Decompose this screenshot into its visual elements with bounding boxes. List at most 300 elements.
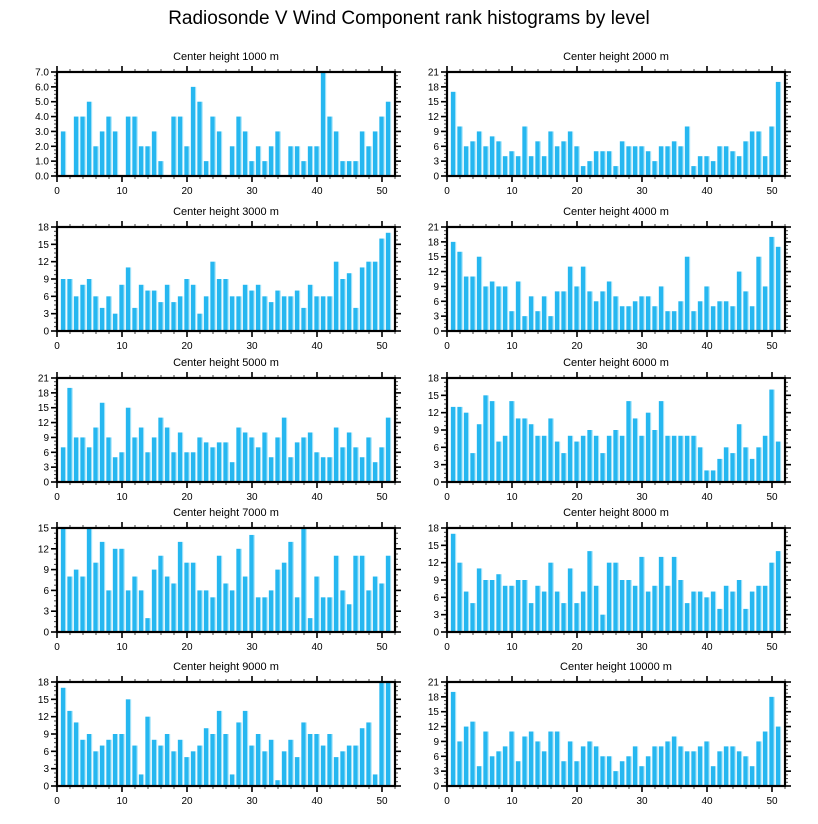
- bar: [373, 262, 378, 331]
- bar: [464, 413, 469, 482]
- bar: [704, 156, 709, 176]
- y-tick-label: 5.0: [35, 97, 49, 109]
- bar: [665, 436, 670, 482]
- bar: [730, 746, 735, 786]
- bar: [230, 296, 235, 331]
- y-tick-label: 9: [433, 736, 439, 748]
- bar: [691, 592, 696, 632]
- bar: [269, 457, 274, 482]
- bar: [295, 146, 300, 176]
- x-tick-label: 40: [311, 341, 323, 351]
- x-tick-label: 0: [444, 186, 450, 196]
- y-tick-label: 9: [43, 729, 49, 741]
- bar: [165, 734, 170, 786]
- bar: [61, 688, 66, 786]
- bar: [80, 740, 85, 786]
- bar: [711, 306, 716, 331]
- bars: [451, 534, 781, 632]
- y-tick-label: 15: [37, 694, 49, 706]
- y-tick-label: 18: [427, 373, 439, 385]
- y-tick-label: 15: [427, 540, 439, 552]
- bar: [158, 161, 163, 176]
- bar: [652, 306, 657, 331]
- bar: [451, 692, 456, 786]
- bar: [542, 751, 547, 786]
- bar: [529, 603, 534, 632]
- x-tick-label: 50: [766, 796, 778, 806]
- x-tick-label: 40: [311, 186, 323, 196]
- y-tick-label: 9: [433, 575, 439, 587]
- y-tick-label: 15: [37, 523, 49, 535]
- y-tick-label: 6: [43, 585, 49, 597]
- bar: [750, 592, 755, 632]
- bar: [659, 557, 664, 632]
- bar: [210, 117, 215, 176]
- subplot-title-3000m: Center height 3000 m: [173, 206, 279, 218]
- bar: [80, 577, 85, 632]
- x-tick-label: 30: [636, 492, 648, 502]
- x-tick-label: 40: [311, 642, 323, 652]
- bar: [535, 586, 540, 632]
- bar: [184, 757, 189, 786]
- bar: [132, 308, 137, 331]
- y-tick-label: 12: [37, 544, 49, 556]
- bar: [763, 156, 768, 176]
- y-tick-label: 2.0: [35, 141, 49, 153]
- bar: [191, 452, 196, 482]
- x-tick-label: 10: [116, 492, 128, 502]
- bar: [74, 117, 79, 176]
- subplot-title-6000m: Center height 6000 m: [563, 357, 669, 369]
- x-tick-label: 20: [181, 642, 193, 652]
- y-tick-label: 3: [433, 311, 439, 323]
- y-tick-label: 9: [433, 126, 439, 138]
- x-tick-label: 50: [376, 492, 388, 502]
- bar: [80, 437, 85, 482]
- bar: [314, 452, 319, 482]
- bar: [100, 542, 105, 632]
- y-tick-label: 6: [433, 592, 439, 604]
- bar: [314, 734, 319, 786]
- bar: [295, 291, 300, 331]
- bar: [386, 418, 391, 482]
- bar: [516, 761, 521, 786]
- bar: [561, 291, 566, 331]
- bar: [327, 457, 332, 482]
- bar: [340, 279, 345, 331]
- bar: [93, 751, 98, 786]
- y-tick-label: 6: [433, 442, 439, 454]
- bar: [119, 734, 124, 786]
- bar: [490, 401, 495, 482]
- bar: [470, 603, 475, 632]
- bar: [100, 131, 105, 176]
- bar: [724, 447, 729, 482]
- bar: [724, 586, 729, 632]
- bar: [100, 403, 105, 482]
- bar: [717, 301, 722, 331]
- bar: [87, 528, 92, 632]
- x-tick-label: 30: [636, 796, 648, 806]
- bar: [730, 151, 735, 176]
- x-tick-label: 20: [181, 186, 193, 196]
- bar: [379, 447, 384, 482]
- bar: [633, 146, 638, 176]
- bar: [236, 549, 241, 632]
- bar: [61, 279, 66, 331]
- bar: [360, 556, 365, 632]
- x-tick-label: 30: [246, 796, 258, 806]
- bar: [340, 447, 345, 482]
- bar: [308, 285, 313, 331]
- y-tick-label: 3: [433, 766, 439, 778]
- x-tick-label: 0: [444, 796, 450, 806]
- bar: [165, 428, 170, 482]
- bar: [269, 590, 274, 632]
- bar: [178, 542, 183, 632]
- bar: [665, 741, 670, 786]
- bar: [74, 570, 79, 632]
- bar: [763, 586, 768, 632]
- bar: [600, 615, 605, 632]
- bar: [314, 296, 319, 331]
- bar: [646, 413, 651, 482]
- bar: [178, 432, 183, 482]
- y-tick-label: 6: [43, 291, 49, 303]
- bar: [503, 746, 508, 786]
- x-tick-label: 20: [571, 186, 583, 196]
- bar: [529, 732, 534, 786]
- y-tick-label: 15: [37, 403, 49, 415]
- page-title: Radiosonde V Wind Component rank histograms by level: [168, 8, 650, 29]
- bar: [366, 437, 371, 482]
- y-tick-label: 0: [43, 781, 49, 793]
- subplot-4000m: [402, 205, 806, 365]
- bar: [477, 568, 482, 632]
- bar: [171, 751, 176, 786]
- bar: [555, 291, 560, 331]
- bar: [119, 452, 124, 482]
- x-tick-label: 50: [766, 492, 778, 502]
- bar: [607, 756, 612, 786]
- bar: [516, 281, 521, 331]
- bar: [737, 751, 742, 786]
- subplot-title-7000m: Center height 7000 m: [173, 507, 279, 519]
- bar: [288, 740, 293, 786]
- bar: [197, 102, 202, 176]
- bar: [152, 291, 157, 331]
- x-tick-label: 20: [181, 492, 193, 502]
- bar: [587, 551, 592, 632]
- bar: [288, 542, 293, 632]
- bar: [308, 146, 313, 176]
- bar: [555, 592, 560, 632]
- histogram-8000m: [402, 520, 806, 652]
- y-tick-label: 3: [43, 606, 49, 618]
- x-tick-label: 30: [636, 186, 648, 196]
- bar: [763, 286, 768, 331]
- bar: [542, 296, 547, 331]
- x-tick-label: 50: [376, 341, 388, 351]
- bar: [594, 151, 599, 176]
- bar: [165, 577, 170, 632]
- x-tick-label: 40: [701, 492, 713, 502]
- subplot-title-4000m: Center height 4000 m: [563, 206, 669, 218]
- bar: [496, 442, 501, 482]
- x-tick-label: 40: [701, 796, 713, 806]
- bar: [139, 590, 144, 632]
- bar: [639, 296, 644, 331]
- bar: [139, 146, 144, 176]
- bar: [256, 447, 261, 482]
- subplot-1000m: [12, 50, 416, 210]
- bar: [223, 734, 228, 786]
- bar: [516, 418, 521, 482]
- bar: [262, 432, 267, 482]
- bar: [711, 592, 716, 632]
- bar: [678, 146, 683, 176]
- y-tick-label: 6.0: [35, 82, 49, 94]
- bar: [548, 563, 553, 632]
- bar: [769, 126, 774, 176]
- subplot-8000m: [402, 506, 806, 666]
- bar: [613, 430, 618, 482]
- bar: [652, 161, 657, 176]
- bar: [184, 279, 189, 331]
- subplot-9000m: [12, 660, 416, 820]
- bar: [633, 301, 638, 331]
- bar: [236, 428, 241, 482]
- bar: [646, 592, 651, 632]
- bar: [646, 151, 651, 176]
- y-tick-label: 18: [37, 677, 49, 689]
- bar: [275, 437, 280, 482]
- bar: [737, 580, 742, 632]
- bar: [503, 436, 508, 482]
- bar: [568, 436, 573, 482]
- bar: [223, 279, 228, 331]
- y-tick-label: 3: [43, 764, 49, 776]
- bar: [191, 87, 196, 176]
- bar: [451, 407, 456, 482]
- bar: [171, 583, 176, 632]
- bar: [282, 751, 287, 786]
- bars: [61, 233, 391, 331]
- bar: [509, 732, 514, 786]
- bar: [340, 751, 345, 786]
- bar: [80, 117, 85, 176]
- bar: [678, 746, 683, 786]
- bar: [373, 577, 378, 632]
- bar: [223, 442, 228, 482]
- bar: [191, 751, 196, 786]
- y-tick-label: 12: [427, 408, 439, 420]
- bar: [269, 740, 274, 786]
- bar: [529, 296, 534, 331]
- bar: [334, 757, 339, 786]
- bar: [503, 586, 508, 632]
- x-tick-label: 20: [571, 492, 583, 502]
- bar: [470, 277, 475, 331]
- bar: [737, 156, 742, 176]
- x-tick-label: 20: [571, 642, 583, 652]
- bar: [743, 291, 748, 331]
- x-tick-label: 10: [116, 341, 128, 351]
- bar: [568, 267, 573, 331]
- bar: [217, 279, 222, 331]
- bar: [769, 697, 774, 786]
- y-tick-label: 6: [433, 751, 439, 763]
- y-tick-label: 9: [43, 565, 49, 577]
- bar: [314, 146, 319, 176]
- bar: [561, 603, 566, 632]
- bar: [379, 117, 384, 176]
- bar: [756, 586, 761, 632]
- bar: [178, 117, 183, 176]
- bar: [594, 301, 599, 331]
- bar: [301, 161, 306, 176]
- bar: [106, 590, 111, 632]
- bar: [451, 242, 456, 331]
- bar: [217, 442, 222, 482]
- bar: [470, 722, 475, 786]
- bar: [373, 462, 378, 482]
- bar: [145, 452, 150, 482]
- bar: [171, 452, 176, 482]
- bar: [334, 428, 339, 482]
- bar: [178, 296, 183, 331]
- bar: [132, 437, 137, 482]
- bar: [698, 301, 703, 331]
- bar: [483, 395, 488, 482]
- subplot-title-5000m: Center height 5000 m: [173, 357, 279, 369]
- bar: [204, 442, 209, 482]
- bar: [210, 597, 215, 632]
- bar: [74, 722, 79, 786]
- bar: [457, 741, 462, 786]
- subplot-2000m: [402, 50, 806, 210]
- bar: [659, 746, 664, 786]
- bar: [236, 296, 241, 331]
- x-tick-label: 10: [506, 492, 518, 502]
- bar: [132, 577, 137, 632]
- x-tick-label: 0: [54, 341, 60, 351]
- bar: [295, 757, 300, 786]
- y-tick-label: 18: [427, 237, 439, 249]
- bar: [509, 151, 514, 176]
- bar: [600, 756, 605, 786]
- bar: [737, 272, 742, 331]
- bar: [626, 146, 631, 176]
- y-tick-label: 0: [433, 627, 439, 639]
- y-tick-label: 9: [433, 425, 439, 437]
- bar: [353, 308, 358, 331]
- bar: [470, 141, 475, 176]
- histogram-7000m: [12, 520, 416, 652]
- x-tick-label: 0: [54, 796, 60, 806]
- y-tick-label: 15: [427, 252, 439, 264]
- bar: [197, 314, 202, 331]
- subplot-3000m: [12, 205, 416, 365]
- bar: [678, 301, 683, 331]
- bar: [366, 262, 371, 331]
- bars: [451, 692, 781, 786]
- bar: [308, 432, 313, 482]
- bar: [639, 436, 644, 482]
- bar: [360, 131, 365, 176]
- bar: [717, 751, 722, 786]
- bar: [464, 727, 469, 786]
- bar: [717, 146, 722, 176]
- bar: [321, 72, 326, 176]
- y-tick-label: 3: [433, 610, 439, 622]
- x-tick-label: 50: [376, 642, 388, 652]
- x-tick-label: 10: [506, 642, 518, 652]
- bar: [542, 156, 547, 176]
- x-tick-label: 30: [636, 341, 648, 351]
- bar: [295, 597, 300, 632]
- bar: [535, 436, 540, 482]
- bars: [451, 82, 781, 176]
- y-tick-label: 1.0: [35, 156, 49, 168]
- bar: [379, 682, 384, 786]
- bar: [204, 296, 209, 331]
- x-tick-label: 50: [376, 796, 388, 806]
- bar: [334, 262, 339, 331]
- bar: [74, 296, 79, 331]
- bar: [522, 580, 527, 632]
- bar: [483, 286, 488, 331]
- bar: [724, 301, 729, 331]
- bar: [665, 586, 670, 632]
- bar: [61, 528, 66, 632]
- x-tick-label: 50: [376, 186, 388, 196]
- bar: [522, 126, 527, 176]
- bar: [301, 437, 306, 482]
- y-tick-label: 0: [43, 477, 49, 489]
- y-tick-label: 6: [433, 141, 439, 153]
- bar: [119, 285, 124, 331]
- y-tick-label: 9: [43, 432, 49, 444]
- y-tick-label: 18: [427, 82, 439, 94]
- bar: [574, 286, 579, 331]
- bar: [477, 257, 482, 331]
- bar: [230, 146, 235, 176]
- bar: [191, 285, 196, 331]
- bar: [743, 141, 748, 176]
- y-tick-label: 0: [433, 171, 439, 183]
- bar: [67, 279, 72, 331]
- bar: [633, 586, 638, 632]
- bar: [360, 457, 365, 482]
- y-tick-label: 21: [427, 67, 439, 79]
- bar: [711, 766, 716, 786]
- bar: [496, 286, 501, 331]
- bar: [626, 306, 631, 331]
- bar: [665, 146, 670, 176]
- bar: [139, 285, 144, 331]
- bar: [67, 711, 72, 786]
- y-tick-label: 6: [43, 746, 49, 758]
- bar: [626, 401, 631, 482]
- bar: [581, 166, 586, 176]
- bar: [516, 156, 521, 176]
- x-tick-label: 20: [571, 341, 583, 351]
- bar: [308, 618, 313, 632]
- bar: [613, 166, 618, 176]
- bar: [197, 590, 202, 632]
- bar: [158, 418, 163, 482]
